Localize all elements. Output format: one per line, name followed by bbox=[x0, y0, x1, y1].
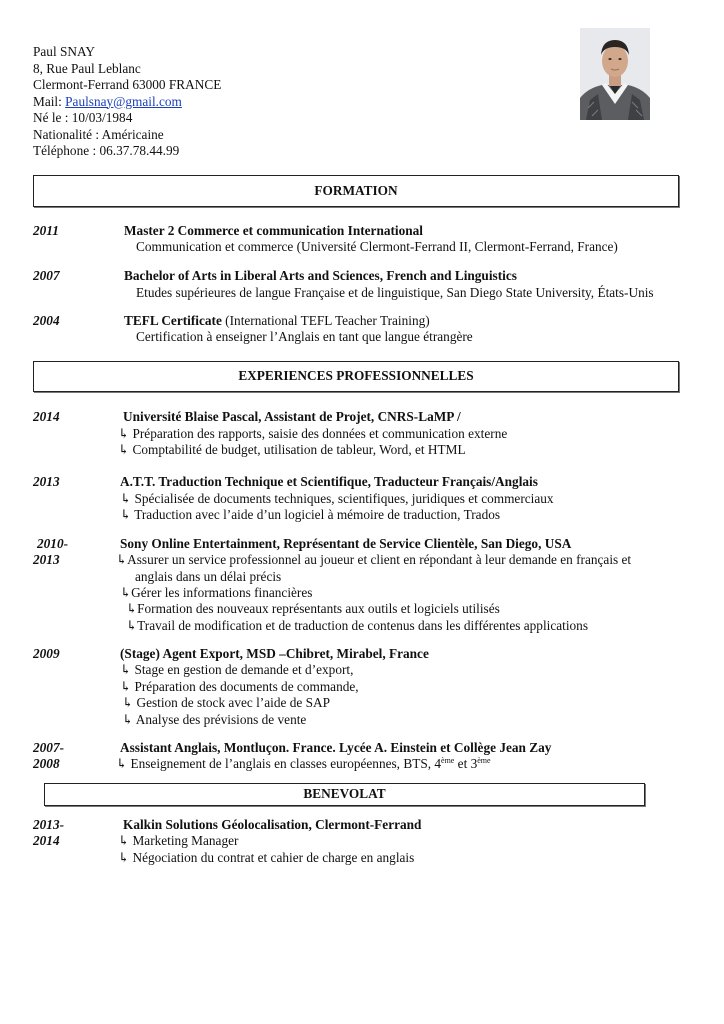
experience-bullet: ↳ Préparation des documents de commande, bbox=[120, 679, 359, 694]
bullet-text: et 3 bbox=[454, 756, 478, 771]
experience-bullet: ↳ Traduction avec l’aide d’un logiciel à mémoire de traduction, Trados bbox=[120, 507, 501, 522]
superscript: ème bbox=[477, 756, 491, 765]
benevolat-bullet: ↳ Marketing Manager bbox=[118, 833, 239, 848]
contact-block bbox=[33, 44, 221, 160]
bullet-text: ↳ Enseignement de l’anglais en classes européennes, BTS, 4 bbox=[116, 756, 442, 771]
benevolat-bullet: ↳ Négociation du contrat et cahier de charge en anglais bbox=[118, 850, 415, 865]
experience-title: Assistant Anglais, Montluçon. France. Lycée A. Einstein et Collège Jean Zay bbox=[120, 740, 552, 755]
experience-year: 2014 bbox=[33, 409, 60, 424]
formation-title-line bbox=[124, 313, 430, 330]
experience-bullet: ↳ Gestion de stock avec l’aide de SAP bbox=[122, 695, 330, 710]
nationality: Nationalité : Américaine bbox=[33, 126, 164, 142]
mail-link[interactable]: Paulsnay@gmail.com bbox=[65, 93, 182, 109]
mail-line bbox=[33, 94, 221, 111]
mail-label: Mail: bbox=[33, 93, 66, 109]
person-portrait-icon bbox=[580, 28, 650, 120]
formation-title: Bachelor of Arts in Liberal Arts and Sciences, French and Linguistics bbox=[124, 268, 517, 283]
section-title: BENEVOLAT bbox=[303, 786, 386, 802]
experience-year-start: 2007- bbox=[33, 740, 65, 755]
formation-year: 2011 bbox=[33, 223, 59, 238]
experience-title: (Stage) Agent Export, MSD –Chibret, Mirabel, France bbox=[120, 646, 429, 661]
experience-bullet bbox=[116, 756, 491, 773]
benevolat-year-start: 2013- bbox=[33, 817, 65, 832]
formation-detail: Certification à enseigner l’Anglais en tant que langue étrangère bbox=[136, 329, 473, 344]
experience-bullet: ↳ Comptabilité de budget, utilisation de tableur, Word, et HTML bbox=[118, 442, 466, 457]
name: Paul SNAY bbox=[33, 44, 95, 59]
address-line-2: Clermont-Ferrand 63000 FRANCE bbox=[33, 77, 222, 92]
experience-title: Sony Online Entertainment, Représentant de Service Clientèle, San Diego, USA bbox=[120, 536, 572, 551]
section-header-benevolat bbox=[44, 783, 645, 806]
birth-date: Né le : 10/03/1984 bbox=[33, 110, 133, 125]
experience-bullet: ↳Formation des nouveaux représentants aux outils et logiciels utilisés bbox=[126, 601, 500, 616]
benevolat-year-end: 2014 bbox=[33, 833, 60, 848]
experience-bullet: ↳ Stage en gestion de demande et d’export, bbox=[120, 662, 354, 677]
profile-photo bbox=[580, 28, 650, 120]
section-header-experiences bbox=[33, 361, 679, 392]
section-title: FORMATION bbox=[314, 182, 398, 198]
formation-title: Master 2 Commerce et communication International bbox=[124, 223, 423, 238]
formation-detail: Etudes supérieures de langue Française et de linguistique, San Diego State University, États-Unis bbox=[136, 285, 654, 300]
experience-title: Université Blaise Pascal, Assistant de Projet, CNRS-LaMP / bbox=[123, 409, 461, 424]
experience-year-end: 2008 bbox=[33, 756, 60, 771]
formation-title: TEFL Certificate bbox=[124, 313, 222, 328]
section-header-formation bbox=[33, 175, 679, 207]
experience-bullet: ↳Assurer un service professionnel au joueur et client en répondant à leur demande en français et bbox=[116, 552, 632, 567]
experience-bullet: ↳Gérer les informations financières bbox=[120, 585, 313, 600]
experience-bullet: ↳Travail de modification et de traduction de contenus dans les différentes applications bbox=[126, 618, 589, 633]
phone: Téléphone : 06.37.78.44.99 bbox=[33, 143, 180, 158]
experience-year-end: 2013 bbox=[33, 552, 60, 567]
experience-bullet: ↳ Spécialisée de documents techniques, scientifiques, juridiques et commerciaux bbox=[120, 491, 554, 506]
experience-year-start: 2010- bbox=[37, 536, 69, 551]
experience-bullet-continuation: anglais dans un délai précis bbox=[135, 569, 282, 584]
experience-bullet: ↳ Analyse des prévisions de vente bbox=[122, 712, 307, 727]
formation-detail: Communication et commerce (Université Clermont-Ferrand II, Clermont-Ferrand, France) bbox=[136, 239, 618, 254]
address-line-1: 8, Rue Paul Leblanc bbox=[33, 60, 141, 76]
formation-title-suffix: (International TEFL Teacher Training) bbox=[221, 313, 430, 328]
section-title: EXPERIENCES PROFESSIONNELLES bbox=[238, 368, 474, 384]
experience-year: 2009 bbox=[33, 646, 60, 661]
experience-bullet: ↳ Préparation des rapports, saisie des données et communication externe bbox=[118, 426, 508, 441]
superscript: ème bbox=[441, 756, 455, 765]
formation-year: 2007 bbox=[33, 268, 60, 283]
formation-year: 2004 bbox=[33, 313, 60, 328]
experience-year: 2013 bbox=[33, 474, 60, 489]
experience-title: A.T.T. Traduction Technique et Scientifique, Traducteur Français/Anglais bbox=[120, 474, 538, 489]
benevolat-title: Kalkin Solutions Géolocalisation, Clermont-Ferrand bbox=[123, 817, 422, 832]
